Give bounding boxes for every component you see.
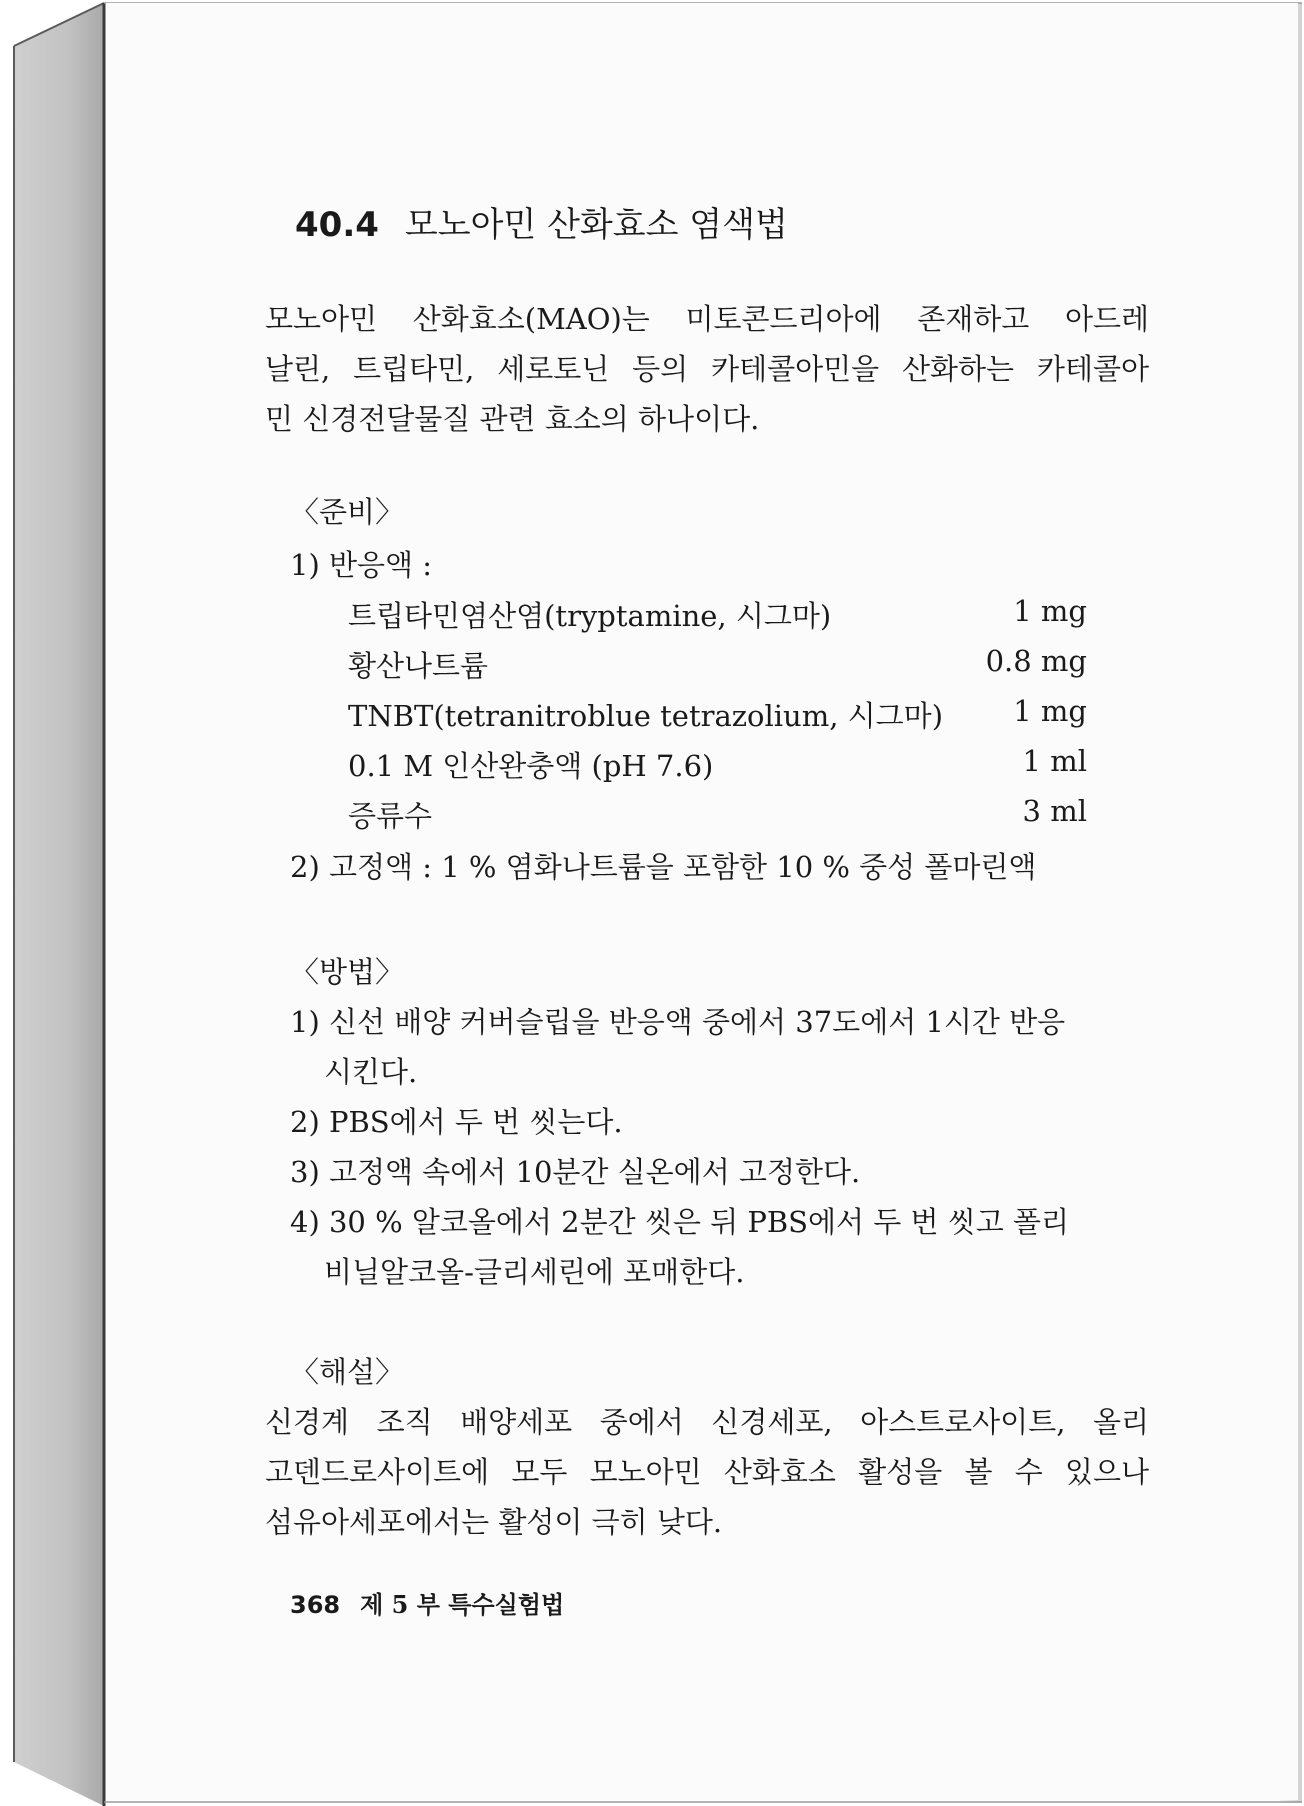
method-step-1-cont: 시킨다. <box>324 1055 418 1089</box>
commentary-line-1: 신경계 조직 배양세포 중에서 신경세포, 아스트로사이트, 올리 <box>265 1405 1149 1439</box>
reagent-amount: 1 ml <box>1022 744 1087 778</box>
preparation-heading: 〈준비〉 <box>290 495 405 529</box>
method-step-2: 2) PBS에서 두 번 씻는다. <box>290 1105 623 1139</box>
page-number: 368 <box>290 1591 341 1619</box>
section-name: 모노아민 산화효소 염색법 <box>404 205 788 245</box>
method-step-4-cont: 비닐알코올-글리세린에 포매한다. <box>324 1255 745 1289</box>
intro-line-3: 민 신경전달물질 관련 효소의 하나이다. <box>265 402 760 436</box>
section-number: 40.4 <box>295 205 379 245</box>
reagent-amount: 1 mg <box>1013 594 1087 628</box>
commentary-line-3: 섬유아세포에서는 활성이 극히 낮다. <box>265 1505 723 1539</box>
reagent-name: 황산나트륨 <box>348 649 489 683</box>
reagent-name: 트립타민염산염(tryptamine, 시그마) <box>348 599 832 633</box>
book-spine <box>14 3 104 1806</box>
reagent-amount: 0.8 mg <box>985 644 1087 678</box>
section-title <box>295 197 788 246</box>
preparation-item-1: 1) 반응액 : <box>290 548 433 582</box>
reagent-name: 증류수 <box>348 799 433 833</box>
intro-line-2: 날린, 트립타민, 세로토닌 등의 카테콜아민을 산화하는 카테콜아 <box>265 352 1149 386</box>
reagent-name: TNBT(tetranitroblue tetrazolium, 시그마) <box>348 699 944 733</box>
method-step-1: 1) 신선 배양 커버슬립을 반응액 중에서 37도에서 1시간 반응 <box>290 1005 1066 1039</box>
preparation-item-2: 2) 고정액 : 1 % 염화나트륨을 포함한 10 % 중성 폴마린액 <box>290 850 1037 884</box>
method-heading: 〈방법〉 <box>290 955 405 989</box>
reagent-amount: 3 ml <box>1022 794 1087 828</box>
commentary-line-2: 고덴드로사이트에 모두 모노아민 산화효소 활성을 볼 수 있으나 <box>265 1455 1149 1489</box>
page-footer <box>290 1585 564 1620</box>
reagent-amount: 1 mg <box>1013 694 1087 728</box>
part-title: 제 5 부 특수실험법 <box>360 1590 565 1619</box>
commentary-heading: 〈해설〉 <box>290 1355 405 1389</box>
intro-line-1: 모노아민 산화효소(MAO)는 미토콘드리아에 존재하고 아드레 <box>265 302 1149 336</box>
reagent-name: 0.1 M 인산완충액 (pH 7.6) <box>348 749 714 783</box>
method-step-3: 3) 고정액 속에서 10분간 실온에서 고정한다. <box>290 1155 861 1189</box>
method-step-4: 4) 30 % 알코올에서 2분간 씻은 뒤 PBS에서 두 번 씻고 폴리 <box>290 1205 1070 1239</box>
